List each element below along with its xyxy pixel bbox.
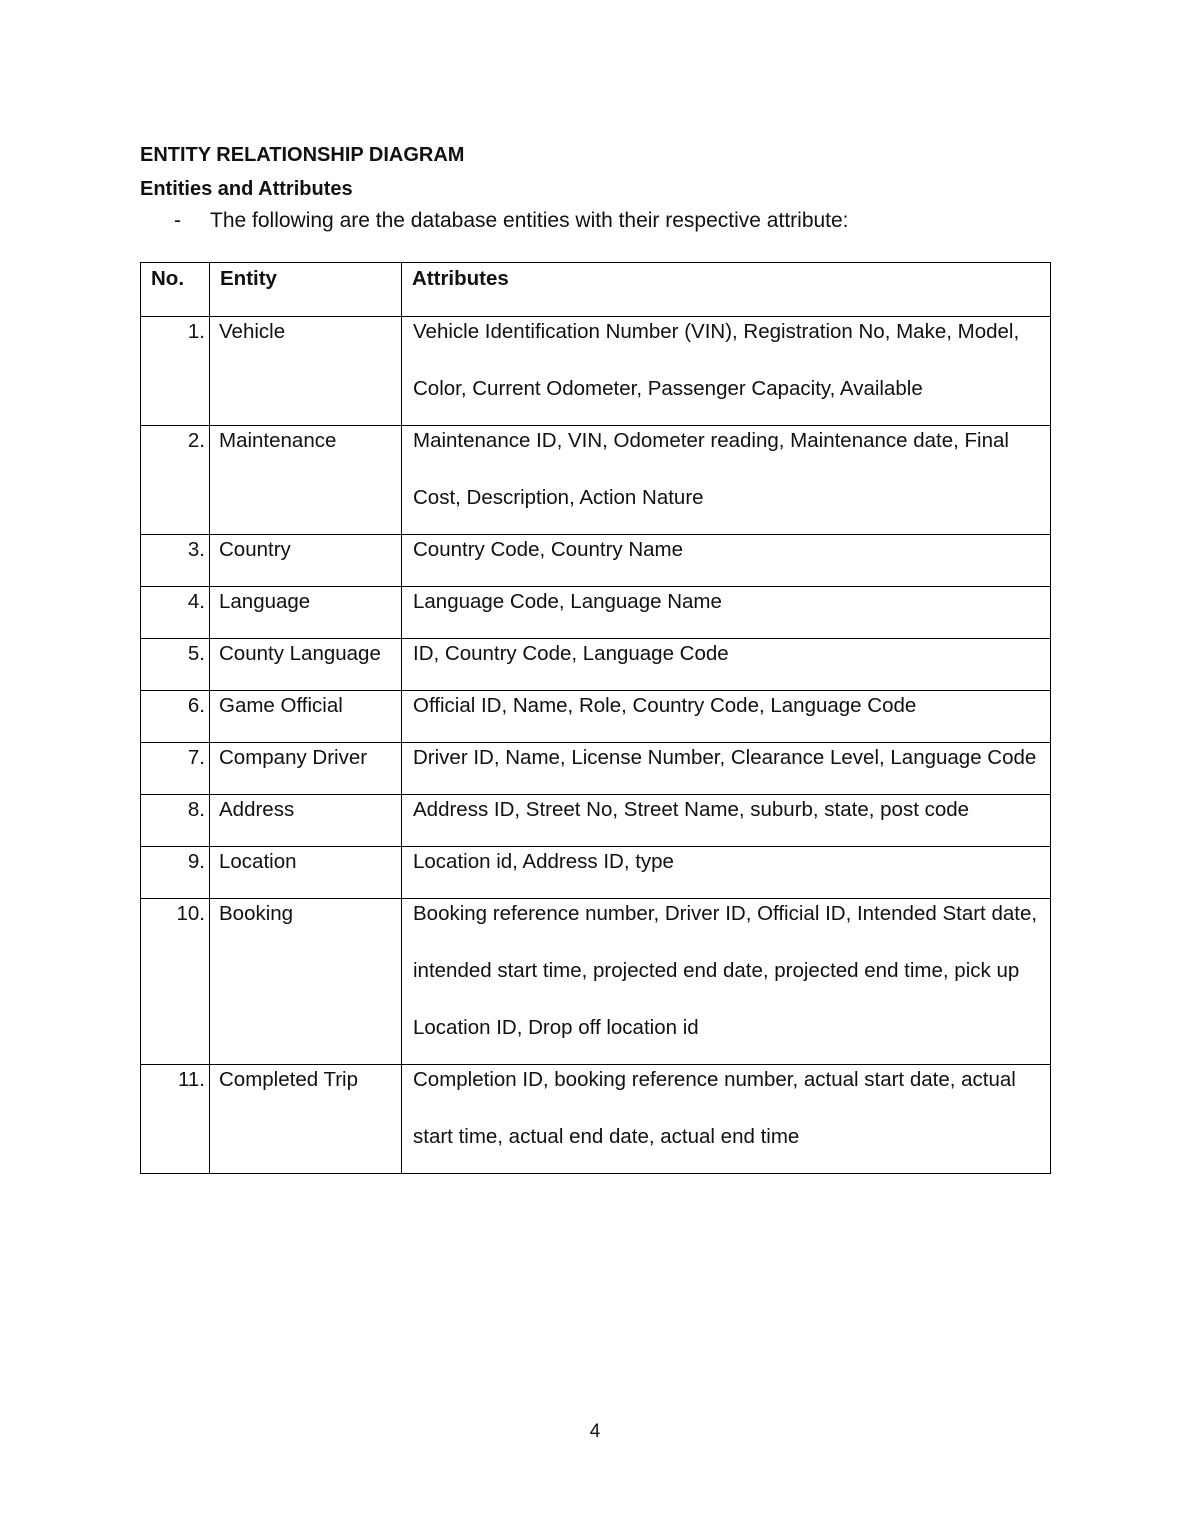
entity-name: County Language (210, 639, 402, 691)
entity-attributes: Driver ID, Name, License Number, Clearance Level, Language Code (402, 743, 1051, 795)
entity-attributes: Address ID, Street No, Street Name, suburb, state, post code (402, 795, 1051, 847)
table-row (141, 1065, 1051, 1174)
entity-name: Address (210, 795, 402, 847)
row-number: 3. (141, 535, 210, 587)
table-body (141, 317, 1051, 1174)
entity-name: Location (210, 847, 402, 899)
entity-attributes: Official ID, Name, Role, Country Code, Language Code (402, 691, 1051, 743)
row-number: 6. (141, 691, 210, 743)
entity-name: Company Driver (210, 743, 402, 795)
row-number: 5. (141, 639, 210, 691)
row-number: 10. (141, 899, 210, 1065)
entity-attributes: Language Code, Language Name (402, 587, 1051, 639)
page-title: ENTITY RELATIONSHIP DIAGRAM (140, 144, 465, 166)
entity-name: Maintenance (210, 426, 402, 535)
entity-attributes: Booking reference number, Driver ID, Official ID, Intended Start date, intended start time, projected end date, projected end time, pick up Location ID, Drop off location id (402, 899, 1051, 1065)
header-entity: Entity (210, 263, 402, 317)
row-number: 4. (141, 587, 210, 639)
entity-name: Booking (210, 899, 402, 1065)
entity-attributes: Location id, Address ID, type (402, 847, 1051, 899)
bullet-text: The following are the database entities with their respective attribute: (210, 209, 849, 232)
bullet-marker: - (174, 209, 181, 232)
row-number: 7. (141, 743, 210, 795)
header-no: No. (141, 263, 210, 317)
table-row (141, 899, 1051, 1065)
entities-table (140, 262, 1051, 1174)
header-attributes: Attributes (402, 263, 1051, 317)
entity-name: Country (210, 535, 402, 587)
entity-name: Vehicle (210, 317, 402, 426)
row-number: 8. (141, 795, 210, 847)
page-number: 4 (589, 1421, 601, 1442)
table-row (141, 317, 1051, 426)
entity-attributes: Completion ID, booking reference number, actual start date, actual start time, actual end date, actual end time (402, 1065, 1051, 1174)
entity-attributes: Maintenance ID, VIN, Odometer reading, Maintenance date, Final Cost, Description, Action Nature (402, 426, 1051, 535)
table-row (141, 426, 1051, 535)
entity-attributes: Vehicle Identification Number (VIN), Registration No, Make, Model, Color, Current Odometer, Passenger Capacity, Available (402, 317, 1051, 426)
entity-attributes: Country Code, Country Name (402, 535, 1051, 587)
section-subtitle: Entities and Attributes (140, 178, 353, 200)
row-number: 1. (141, 317, 210, 426)
entity-name: Completed Trip (210, 1065, 402, 1174)
entity-name: Language (210, 587, 402, 639)
row-number: 2. (141, 426, 210, 535)
entity-name: Game Official (210, 691, 402, 743)
row-number: 9. (141, 847, 210, 899)
entity-attributes: ID, Country Code, Language Code (402, 639, 1051, 691)
row-number: 11. (141, 1065, 210, 1174)
